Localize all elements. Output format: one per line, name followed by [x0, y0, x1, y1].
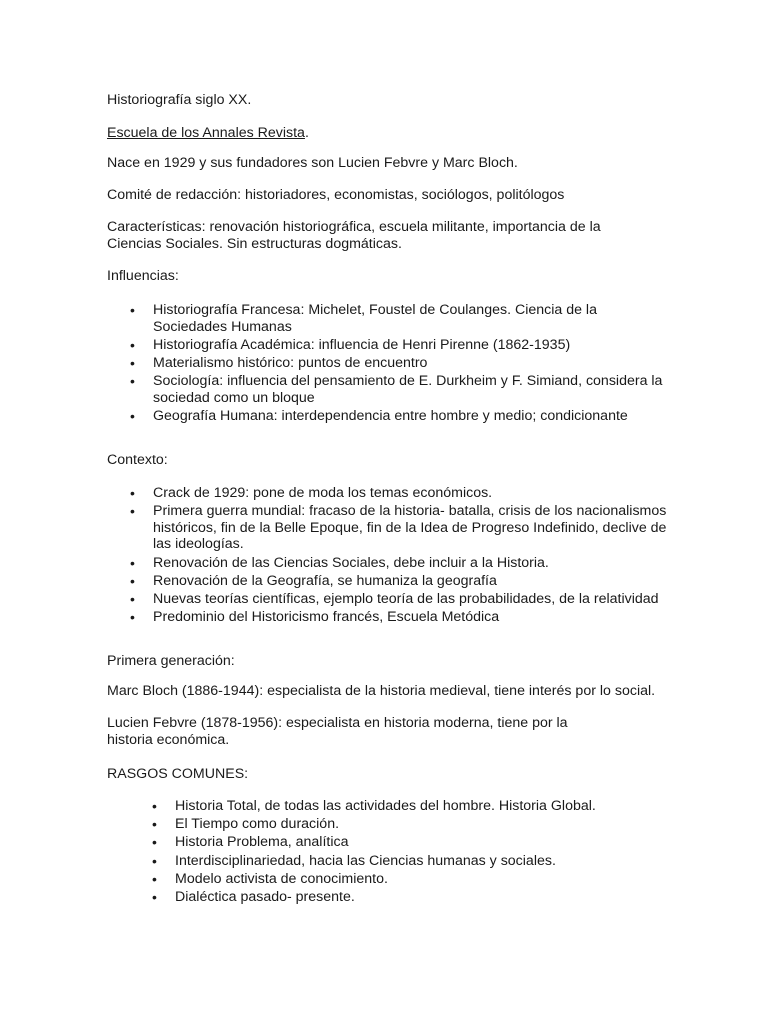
list-item: • Renovación de las Ciencias Sociales, debe incluir a la Historia.: [130, 555, 670, 572]
list-item: • Materialismo histórico: puntos de encuentro: [130, 355, 670, 372]
febvre-paragraph: Lucien Febvre (1878-1956): especialista en historia moderna, tiene por la historia económica.: [107, 715, 568, 748]
influences-heading: Influencias:: [107, 268, 179, 284]
influences-list: [130, 302, 670, 426]
list-item: • Primera guerra mundial: fracaso de la historia- batalla, crisis de los nacionalismos históricos, fin de la Belle Epoque, fin de la Idea de Progreso Indefinido, declive de las ideologías.: [130, 503, 670, 553]
list-item: • El Tiempo como duración.: [152, 816, 652, 833]
list-item: • Nuevas teorías científicas, ejemplo teoría de las probabilidades, de la relatividad: [130, 591, 670, 608]
list-item: • Dialéctica pasado- presente.: [152, 889, 652, 906]
traits-list: [152, 798, 652, 907]
document-title: Historiografía siglo XX.: [107, 92, 252, 108]
committee-paragraph: Comité de redacción: historiadores, economistas, sociólogos, politólogos: [107, 187, 565, 203]
list-item: • Historiografía Académica: influencia de Henri Pirenne (1862-1935): [130, 337, 670, 354]
list-item: • Geografía Humana: interdependencia entre hombre y medio; condicionante: [130, 408, 670, 425]
list-item: • Modelo activista de conocimiento.: [152, 871, 652, 888]
founded-paragraph: Nace en 1929 y sus fundadores son Lucien Febvre y Marc Bloch.: [107, 155, 518, 171]
context-heading: Contexto:: [107, 452, 168, 468]
context-list: [130, 485, 670, 627]
characteristics-paragraph: Características: renovación historiográfica, escuela militante, importancia de la Ciencias Sociales. Sin estructuras dogmáticas.: [107, 219, 601, 252]
first-generation-heading: Primera generación:: [107, 653, 235, 669]
list-item: • Renovación de la Geografía, se humaniza la geografía: [130, 573, 670, 590]
list-item: • Historia Problema, analítica: [152, 834, 652, 851]
school-heading: [107, 125, 667, 142]
school-heading-suffix: .: [304, 125, 309, 141]
list-item: • Interdisciplinariedad, hacia las Ciencias humanas y sociales.: [152, 853, 652, 870]
school-heading-text: Escuela de los Annales Revista: [107, 125, 305, 141]
list-item: • Crack de 1929: pone de moda los temas económicos.: [130, 485, 670, 502]
list-item: • Predominio del Historicismo francés, Escuela Metódica: [130, 609, 670, 626]
list-item: • Historia Total, de todas las actividades del hombre. Historia Global.: [152, 798, 652, 815]
traits-heading: RASGOS COMUNES:: [107, 766, 249, 782]
list-item: • Historiografía Francesa: Michelet, Foustel de Coulanges. Ciencia de la Sociedades Humanas: [130, 302, 670, 335]
bloch-paragraph: Marc Bloch (1886-1944): especialista de la historia medieval, tiene interés por lo social.: [107, 683, 656, 699]
list-item: • Sociología: influencia del pensamiento de E. Durkheim y F. Simiand, considera la sociedad como un bloque: [130, 373, 670, 406]
